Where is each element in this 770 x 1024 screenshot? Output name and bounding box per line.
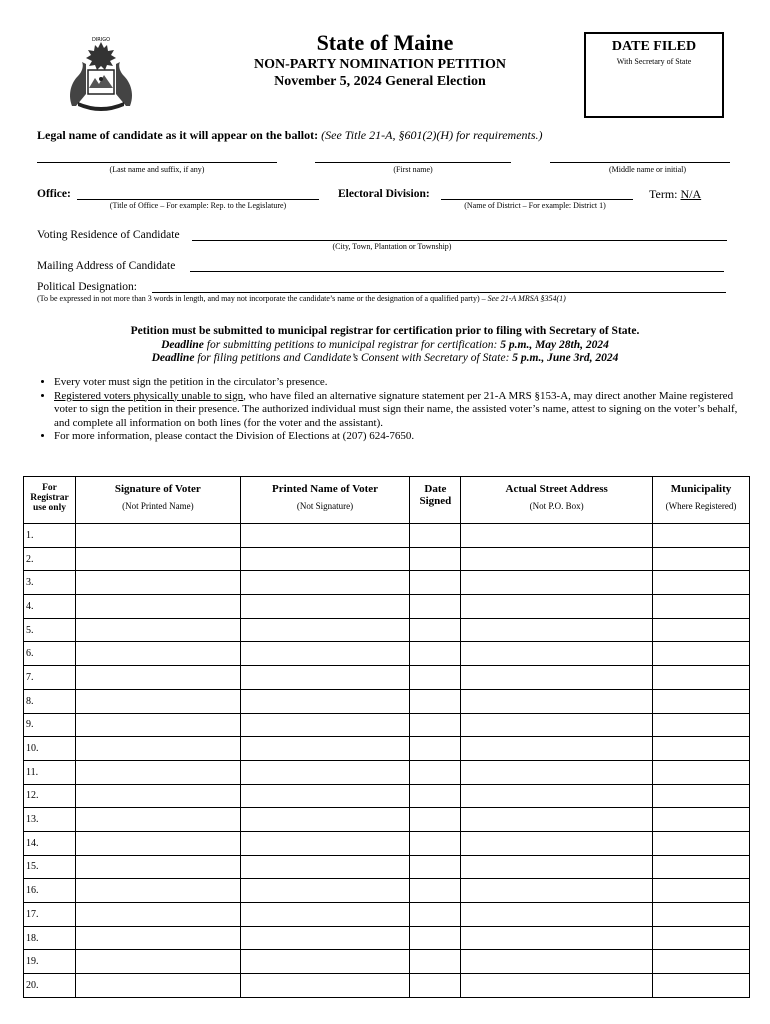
row-number: 18. [24, 926, 76, 950]
electoral-division-caption: (Name of District – For example: District 1) [464, 201, 606, 210]
municipality-cell[interactable] [653, 808, 750, 832]
row-number: 17. [24, 903, 76, 927]
col-date-label: Date Signed [419, 483, 452, 507]
municipality-cell[interactable] [653, 595, 750, 619]
signature-cell[interactable] [75, 903, 240, 927]
term-row [649, 187, 701, 202]
first-name-caption: (First name) [393, 165, 433, 174]
printed-name-cell[interactable] [240, 855, 410, 879]
address-cell[interactable] [461, 950, 653, 974]
signature-cell[interactable] [75, 595, 240, 619]
municipality-cell[interactable] [653, 666, 750, 690]
date-cell[interactable] [410, 666, 461, 690]
table-row [24, 666, 750, 690]
table-header-row [24, 477, 750, 524]
printed-name-cell[interactable] [240, 926, 410, 950]
signature-cell[interactable] [75, 760, 240, 784]
date-cell[interactable] [410, 784, 461, 808]
col-registrar-header [24, 477, 76, 524]
notice-deadline-1-date: 5 p.m., May 28th, 2024 [500, 339, 609, 351]
address-cell[interactable] [461, 831, 653, 855]
row-number: 6. [24, 642, 76, 666]
printed-name-cell[interactable] [240, 689, 410, 713]
printed-name-cell[interactable] [240, 547, 410, 571]
municipality-cell[interactable] [653, 760, 750, 784]
residence-field[interactable] [192, 240, 727, 241]
instruction-item: • Every voter must sign the petition in the circulator’s presence. [54, 376, 754, 390]
date-cell[interactable] [410, 831, 461, 855]
municipality-cell[interactable] [653, 903, 750, 927]
signature-cell[interactable] [75, 713, 240, 737]
mailing-field[interactable] [190, 271, 724, 272]
col-municipality-label: Municipality [670, 483, 732, 495]
notice-line-2 [0, 339, 770, 351]
table-row [24, 879, 750, 903]
row-number: 5. [24, 618, 76, 642]
table-row [24, 571, 750, 595]
row-number: 16. [24, 879, 76, 903]
electoral-division-label: Electoral Division: [338, 188, 430, 200]
row-number: 3. [24, 571, 76, 595]
address-cell[interactable] [461, 926, 653, 950]
instruction-text: , who have filed an alternative signature statement per 21-A MRS §153-A, may direct another Maine registered voter to sign the petition in their presence. The authorized individual must sign their name, the assisted voter’s name, attest to signing on the voter’s behalf, and complete all information on both lines (for the voter and the assistant). [54, 389, 738, 429]
electoral-division-field[interactable] [441, 199, 633, 200]
table-row [24, 950, 750, 974]
address-cell[interactable] [461, 595, 653, 619]
table-row [24, 926, 750, 950]
notice-line-1: Petition must be submitted to municipal registrar for certification prior to filing with Secretary of State. [130, 325, 640, 337]
mailing-label: Mailing Address of Candidate [37, 260, 176, 272]
political-caption: (To be expressed in not more than 3 words in length, and may not incorporate the candidate’s name or the designation of a qualified party) – [37, 294, 486, 303]
table-row [24, 547, 750, 571]
office-field[interactable] [77, 199, 319, 200]
col-address-header [461, 477, 653, 524]
date-cell[interactable] [410, 855, 461, 879]
address-cell[interactable] [461, 571, 653, 595]
term-label: Term: [649, 187, 678, 201]
printed-name-cell[interactable] [240, 571, 410, 595]
table-row [24, 760, 750, 784]
legal-name-label: Legal name of candidate as it will appear on the ballot: [37, 128, 319, 142]
col-address-label: Actual Street Address [505, 483, 608, 495]
printed-name-cell[interactable] [240, 808, 410, 832]
municipality-cell[interactable] [653, 831, 750, 855]
municipality-cell[interactable] [653, 713, 750, 737]
svg-text:DIRIGO: DIRIGO [91, 37, 111, 43]
municipality-cell[interactable] [653, 524, 750, 548]
petition-title: NON-PARTY NOMINATION PETITION [253, 57, 507, 72]
legal-name-heading [37, 128, 543, 143]
col-address-note: (Not P.O. Box) [529, 501, 584, 511]
address-cell[interactable] [461, 808, 653, 832]
signature-cell[interactable] [75, 926, 240, 950]
notice-line-3 [0, 352, 770, 364]
row-number: 10. [24, 737, 76, 761]
municipality-cell[interactable] [653, 642, 750, 666]
instruction-underlined: Registered voters physically unable to sign [54, 389, 244, 402]
date-cell[interactable] [410, 974, 461, 998]
signature-cell[interactable] [75, 689, 240, 713]
row-number: 19. [24, 950, 76, 974]
col-signature-label: Signature of Voter [114, 483, 201, 495]
printed-name-cell[interactable] [240, 618, 410, 642]
date-cell[interactable] [410, 571, 461, 595]
row-number: 9. [24, 713, 76, 737]
instruction-item [54, 390, 754, 431]
municipality-cell[interactable] [653, 950, 750, 974]
printed-name-cell[interactable] [240, 642, 410, 666]
notice-deadline-2-date: 5 p.m., June 3rd, 2024 [512, 352, 619, 364]
row-number: 11. [24, 760, 76, 784]
signature-cell[interactable] [75, 524, 240, 548]
address-cell[interactable] [461, 903, 653, 927]
printed-name-cell[interactable] [240, 831, 410, 855]
table-row [24, 689, 750, 713]
municipality-cell[interactable] [653, 547, 750, 571]
printed-name-cell[interactable] [240, 713, 410, 737]
printed-name-cell[interactable] [240, 950, 410, 974]
table-row [24, 713, 750, 737]
middle-name-field[interactable] [550, 162, 730, 163]
address-cell[interactable] [461, 689, 653, 713]
political-caption-ref: See 21-A MRSA §354(1) [487, 294, 566, 303]
first-name-field[interactable] [315, 162, 511, 163]
date-cell[interactable] [410, 642, 461, 666]
row-number: 2. [24, 547, 76, 571]
address-cell[interactable] [461, 760, 653, 784]
date-filed-box [584, 32, 724, 118]
municipality-cell[interactable] [653, 618, 750, 642]
row-number: 4. [24, 595, 76, 619]
state-title: State of Maine [316, 30, 454, 55]
table-row [24, 642, 750, 666]
municipality-cell[interactable] [653, 926, 750, 950]
col-municipality-note: (Where Registered) [665, 501, 737, 511]
notice-deadline-2-label: Deadline [151, 352, 195, 364]
table-row [24, 808, 750, 832]
table-row [24, 855, 750, 879]
printed-name-cell[interactable] [240, 879, 410, 903]
col-date-header [410, 477, 461, 524]
date-filed-title: DATE FILED [611, 39, 697, 54]
political-field[interactable] [152, 292, 726, 293]
municipality-cell[interactable] [653, 784, 750, 808]
address-cell[interactable] [461, 713, 653, 737]
address-cell[interactable] [461, 855, 653, 879]
signature-cell[interactable] [75, 571, 240, 595]
row-number: 20. [24, 974, 76, 998]
signature-cell[interactable] [75, 808, 240, 832]
table-row [24, 595, 750, 619]
last-name-field[interactable] [37, 162, 277, 163]
date-cell[interactable] [410, 903, 461, 927]
municipality-cell[interactable] [653, 855, 750, 879]
municipality-cell[interactable] [653, 737, 750, 761]
printed-name-cell[interactable] [240, 737, 410, 761]
signature-cell[interactable] [75, 547, 240, 571]
date-cell[interactable] [410, 760, 461, 784]
row-number: 12. [24, 784, 76, 808]
signature-table [23, 476, 750, 998]
date-cell[interactable] [410, 547, 461, 571]
term-value: N/A [680, 187, 702, 201]
col-printed-label: Printed Name of Voter [272, 483, 379, 495]
legal-name-note: (See Title 21-A, §601(2)(H) for requirements.) [321, 128, 543, 142]
date-cell[interactable] [410, 618, 461, 642]
printed-name-cell[interactable] [240, 903, 410, 927]
signature-cell[interactable] [75, 831, 240, 855]
col-signature-note: (Not Printed Name) [122, 501, 194, 511]
col-printed-header [240, 477, 410, 524]
office-caption: (Title of Office – For example: Rep. to the Legislature) [109, 201, 287, 210]
date-cell[interactable] [410, 595, 461, 619]
col-printed-note: (Not Signature) [296, 501, 354, 511]
col-municipality-header [653, 477, 750, 524]
table-row [24, 524, 750, 548]
signature-cell[interactable] [75, 618, 240, 642]
table-row [24, 974, 750, 998]
date-filed-subtitle: With Secretary of State [616, 57, 692, 66]
row-number: 14. [24, 831, 76, 855]
address-cell[interactable] [461, 524, 653, 548]
signature-cell[interactable] [75, 855, 240, 879]
printed-name-cell[interactable] [240, 974, 410, 998]
address-cell[interactable] [461, 737, 653, 761]
date-cell[interactable] [410, 689, 461, 713]
address-cell[interactable] [461, 666, 653, 690]
middle-name-caption: (Middle name or initial) [608, 165, 687, 174]
date-cell[interactable] [410, 737, 461, 761]
last-name-caption: (Last name and suffix, if any) [109, 165, 205, 174]
instructions-list [36, 376, 754, 444]
municipality-cell[interactable] [653, 974, 750, 998]
col-registrar-label: For Registrar use only [30, 483, 69, 513]
political-label: Political Designation: [37, 281, 137, 293]
residence-label: Voting Residence of Candidate [37, 229, 180, 241]
table-row [24, 831, 750, 855]
table-row [24, 784, 750, 808]
table-row [24, 618, 750, 642]
date-cell[interactable] [410, 524, 461, 548]
signature-cell[interactable] [75, 974, 240, 998]
printed-name-cell[interactable] [240, 595, 410, 619]
address-cell[interactable] [461, 974, 653, 998]
address-cell[interactable] [461, 784, 653, 808]
election-date: November 5, 2024 General Election [274, 74, 486, 89]
table-row [24, 737, 750, 761]
col-signature-header [75, 477, 240, 524]
signature-cell[interactable] [75, 642, 240, 666]
row-number: 7. [24, 666, 76, 690]
row-number: 1. [24, 524, 76, 548]
municipality-cell[interactable] [653, 571, 750, 595]
residence-caption: (City, Town, Plantation or Township) [332, 242, 452, 251]
municipality-cell[interactable] [653, 689, 750, 713]
signature-cell[interactable] [75, 666, 240, 690]
address-cell[interactable] [461, 547, 653, 571]
notice-deadline-2-text: for filing petitions and Candidate’s Consent with Secretary of State: [197, 352, 510, 364]
office-label: Office: [37, 188, 71, 200]
printed-name-cell[interactable] [240, 666, 410, 690]
date-cell[interactable] [410, 879, 461, 903]
date-cell[interactable] [410, 808, 461, 832]
notice-deadline-1-text: for submitting petitions to municipal registrar for certification: [206, 339, 498, 351]
address-cell[interactable] [461, 879, 653, 903]
table-row [24, 903, 750, 927]
date-cell[interactable] [410, 950, 461, 974]
row-number: 13. [24, 808, 76, 832]
instruction-item: • For more information, please contact the Division of Elections at (207) 624-7650. [54, 430, 754, 444]
signature-cell[interactable] [75, 950, 240, 974]
signature-cell[interactable] [75, 737, 240, 761]
printed-name-cell[interactable] [240, 760, 410, 784]
date-cell[interactable] [410, 713, 461, 737]
printed-name-cell[interactable] [240, 524, 410, 548]
row-number: 15. [24, 855, 76, 879]
printed-name-cell[interactable] [240, 784, 410, 808]
notice-deadline-1-label: Deadline [161, 339, 204, 351]
political-caption-row [37, 294, 757, 303]
signature-cell[interactable] [75, 879, 240, 903]
address-cell[interactable] [461, 618, 653, 642]
date-cell[interactable] [410, 926, 461, 950]
signature-cell[interactable] [75, 784, 240, 808]
address-cell[interactable] [461, 642, 653, 666]
row-number: 8. [24, 689, 76, 713]
municipality-cell[interactable] [653, 879, 750, 903]
